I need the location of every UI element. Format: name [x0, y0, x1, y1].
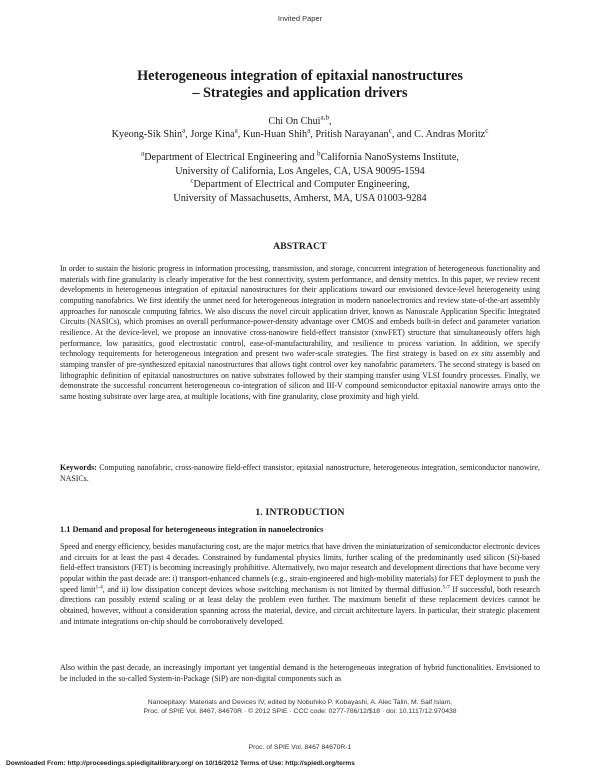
introduction-heading: 1. INTRODUCTION: [255, 507, 345, 518]
author-affil-sup: a,b: [320, 113, 330, 122]
affiliation-line-3: $^c$Department of Electrical and Computer Engineering,: [190, 176, 410, 190]
affiliations: [0, 151, 600, 205]
page-number: Proc. of SPIE Vol. 8467 84670R-1: [248, 744, 352, 751]
author-name: Chi On Chui: [268, 116, 321, 127]
title-line-1: Heterogeneous integration of epitaxial nanostructures: [137, 68, 463, 84]
footer-line-1: Nanoepitaxy: Materials and Devices IV, edited by Nobuhiko P. Kobayashi, A. Alec Talin, M. Saif Islam,: [147, 699, 453, 706]
author-affil-sup: c: [388, 126, 392, 135]
keywords: [60, 463, 540, 484]
affiliation-line-4: University of Massachusetts, Amherst, MA, USA 01003-9284: [173, 192, 427, 204]
download-notice: Downloaded From: http://proceedings.spiedigitallibrary.org/ on 10/16/2012 Terms of Use: http://spiedl.org/terms: [6, 760, 355, 767]
author-affil-sup: a: [182, 126, 186, 135]
subsection-heading: 1.1 Demand and proposal for heterogeneous integration in nanoelectronics: [60, 525, 324, 534]
intro-paragraph-1: Speed and energy efficiency, besides manufacturing cost, are the major metrics that have driven the miniaturization of semiconductor electronic devices and circuits for at least the past 4 decades. Constrained by fundamental physics limits, further scaling of the predominantly used silicon (Si)-based field-effect transistors (FET) is becoming increasingly prohibitive. Alternatively, two major research and development directions that have become very popular within the past decade are: i) transport-enhanced channels (e.g., strain-engineered and high-mobility materials) for FET deployment to push the speed limit$^{1-4}$, and ii) low dissipation concept devices whose switching mechanism is not limited by thermal diffusion.$^{5-7}$ If successful, both research directions can possibly extend scaling or at least delay the problem even further. The maximum benefit of these replacement devices cannot be obtained, however, without a consideration spanning across the material, device, and circuit architecture layers. In particular, their strategic placement and intimate integrations on-chip should be corroboratively developed.: [60, 542, 540, 626]
citation-sup: 5-7: [442, 584, 450, 590]
author-line-1: Chi On Chui$^{a,b}$,: [268, 113, 332, 127]
author-name: Kun-Huan Shih: [242, 129, 308, 140]
citation-sup: 1-4: [95, 584, 103, 590]
author-name: C. Andras Moritz: [414, 129, 486, 140]
title-line-2: – Strategies and application drivers: [192, 85, 408, 101]
running-header: Invited Paper: [277, 14, 323, 23]
paper-title: [0, 68, 600, 102]
author-name: Pritish Narayanan: [315, 129, 389, 140]
intro-paragraph-2: Also within the past decade, an increasingly important yet tangential demand is the heterogeneous integration of hybrid functionalities. Envisioned to be included in the so-called System-in-Package (SiP) are non-digital components such as: [60, 663, 540, 683]
abstract-heading: ABSTRACT: [273, 241, 327, 252]
footer-line-2: Proc. of SPIE Vol. 8467, 84670R · © 2012 SPIE · CCC code: 0277-786/12/$18 · doi: 10.1117/12.970438: [143, 708, 457, 715]
author-affil-sup: a: [307, 126, 311, 135]
author-name: Kyeong-Sik Shin: [111, 129, 183, 140]
author-name: Jorge Kina: [190, 129, 235, 140]
publication-footer: [0, 698, 600, 716]
author-list: [0, 115, 600, 141]
affiliation-line-1: $^a$Department of Electrical Engineering and $^b$California NanoSystems Institute,: [141, 149, 459, 163]
abstract-body: In order to sustain the historic progress in information processing, transmission, and storage, concurrent integration of heterogeneous functionality and materials with fine granularity is clearly imperative for the best connectivity, system performance, and density metrics. In this paper, we review recent developments in heterogeneous integration of epitaxial nanostructures for their applications toward our envisioned device-level heterogeneity using computing nanofabrics. We first identify the unmet need for heterogeneous integration in modern nanoelectronics and review state-of-the-art assembly approaches for nanoscale computing fabrics. We also discuss the novel circuit application driver, known as Nanoscale Application Specific Integrated Circuits (NASICs), which promises an overall performance-power-density advantage over CMOS and embeds built-in defect and parameter variation resilience. At the device-level, we propose an innovative cross-nanowire field-effect transistor (xnwFET) structure that simultaneously offers high performance, low parasitics, good electrostatic control, ease-of-manufacturability, and resilience to process variation. In addition, we specify technology requirements for heterogeneous integration and present two wafer-scale strategies. The first strategy is based on ex situ assembly and stamping transfer of pre-synthesized epitaxial nanostructures that allows tight control over key nanofabric parameters. The second strategy is based on lithographic definition of epitaxial nanostructures on native substrates followed by their stamping transfer using VLSI foundry processes. Finally, we demonstrate the successful concurrent heterogeneous co-integration of silicon and III-V compound semiconductor epitaxial nanowire arrays onto the same hosting substrate over large area, at multiple locations, with fine granularity, close proximity and high yield.: [60, 264, 540, 401]
affiliation-line-2: University of California, Los Angeles, CA, USA 90095-1594: [175, 165, 425, 177]
author-affil-sup: a: [234, 126, 238, 135]
author-affil-sup: c: [485, 126, 489, 135]
keywords-label: Keywords:: [60, 463, 97, 472]
author-line-2: Kyeong-Sik Shin$^a$, Jorge Kina$^a$, Kun-Huan Shih$^a$, Pritish Narayanan$^c$, and C. Andras Moritz$^c$: [111, 126, 489, 140]
keywords-text: Computing nanofabric, cross-nanowire field-effect transistor, epitaxial nanostructure, heterogeneous integration, semiconductor nanowire, NASICs.: [60, 463, 540, 483]
